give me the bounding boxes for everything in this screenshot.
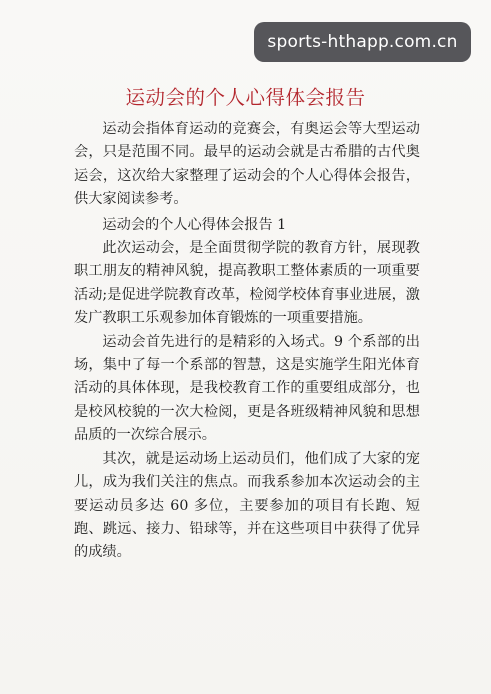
paragraph-intro: 运动会指体育运动的竞赛会，有奥运会等大型运动会，只是范围不同。最早的运动会就是古希腊的古代奥运会，这次给大家整理了运动会的个人心得体会报告，供大家阅读参考。: [74, 121, 420, 208]
paragraph-2: 运动会首先进行的是精彩的入场式。9 个系部的出场，集中了每一个系部的智慧，这是实施学生阳光体育活动的具体体现，是我校教育工作的重要组成部分，也是校风校貌的一次大检阅，更是各班级精神风貌和思想品质的一次综合展示。: [74, 333, 420, 444]
document-title: 运动会的个人心得体会报告: [125, 86, 366, 109]
document-body: [74, 118, 420, 565]
paragraph-1: 此次运动会，是全面贯彻学院的教育方针，展现教职工朋友的精神风貌，提高教职工整体素质的一项重要活动;是促进学院教育改革，检阅学校体育事业进展，激发广教职工乐观参加体育锻炼的一项重要措施。: [74, 240, 420, 327]
section-heading: 运动会的个人心得体会报告 1: [102, 216, 287, 233]
paragraph-3: 其次，就是运动场上运动员们，他们成了大家的宠儿，成为我们关注的焦点。而我系参加本次运动会的主要运动员多达 60 多位，主要参加的项目有长跑、短跑、跳远、接力、铅球等，并在这些项目中获得了优异的成绩。: [74, 450, 420, 561]
site-watermark: sports-hthapp.com.cn: [254, 22, 471, 62]
